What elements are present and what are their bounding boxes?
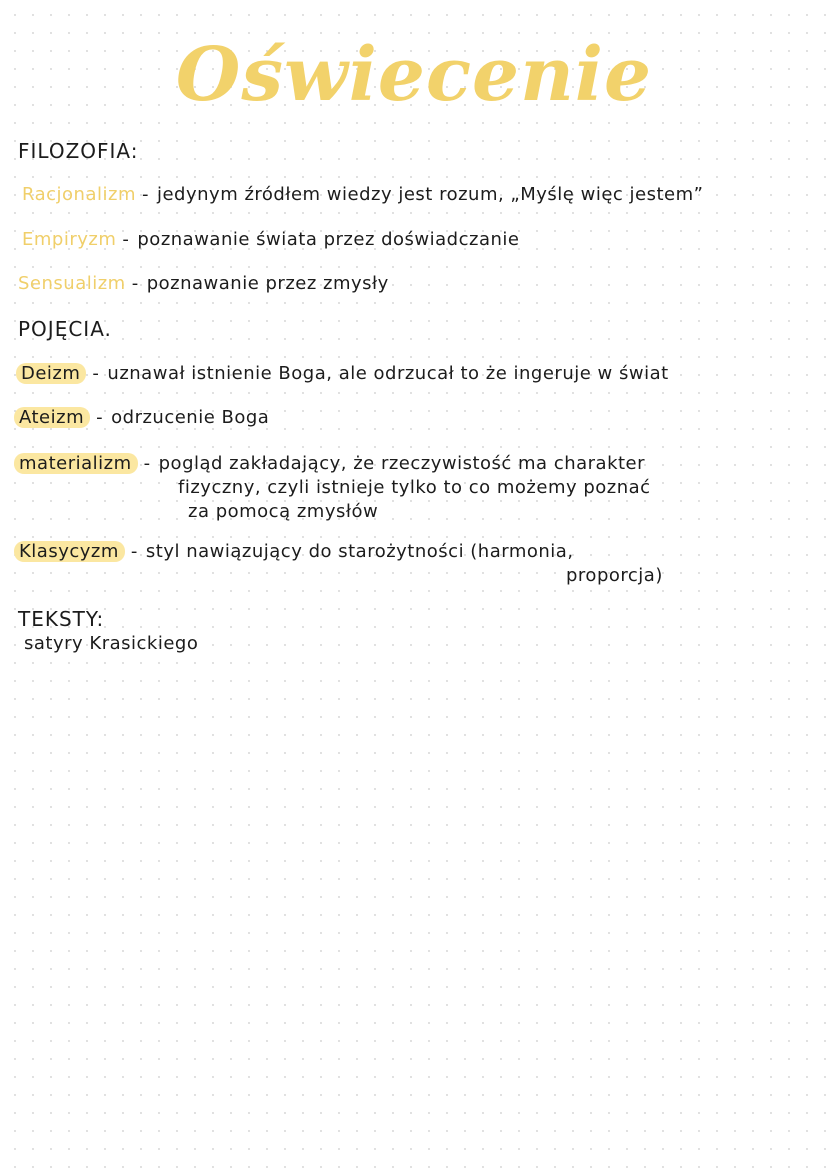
term-empiryzm: Empiryzm [22, 229, 117, 250]
definition-continuation: fizyczny, czyli istnieje tylko to co możemy poznać [178, 477, 651, 498]
separator: - [92, 363, 100, 384]
definition-continuation: proporcja) [566, 565, 663, 586]
list-item [16, 362, 669, 386]
term-materializm: materializm [14, 453, 138, 474]
term-sensualizm: Sensualizm [18, 273, 126, 294]
list-item [14, 452, 645, 476]
list-item: satyry Krasickiego [24, 633, 199, 654]
definition: jedynym źródłem wiedzy jest rozum, „Myślę więc jestem” [156, 184, 704, 205]
list-item [22, 228, 519, 252]
definition: poznawanie świata przez doświadczanie [137, 229, 520, 250]
separator: - [131, 273, 139, 294]
definition: styl nawiązujący do starożytności (harmonia, [145, 541, 574, 562]
list-item [14, 406, 269, 430]
section-heading-teksty: TEKSTY: [18, 607, 105, 631]
term-deizm: Deizm [16, 363, 86, 384]
list-item [22, 183, 703, 207]
list-item [18, 272, 389, 296]
separator: - [122, 229, 130, 250]
term-klasycyzm: Klasycyzm [14, 541, 125, 562]
definition: uznawał istnienie Boga, ale odrzucał to że ingeruje w świat [107, 363, 669, 384]
definition: pogląd zakładający, że rzeczywistość ma charakter [158, 453, 646, 474]
separator: - [141, 184, 149, 205]
section-heading-pojecia: POJĘCIA. [18, 317, 112, 341]
definition: odrzucenie Boga [111, 407, 270, 428]
term-racjonalizm: Racjonalizm [22, 184, 136, 205]
definition-continuation: za pomocą zmysłów [188, 501, 379, 522]
separator: - [96, 407, 104, 428]
section-heading-filozofia: FILOZOFIA: [18, 139, 139, 163]
list-item [14, 540, 574, 564]
separator: - [143, 453, 151, 474]
page-title: Oświecenie [175, 32, 653, 118]
term-ateizm: Ateizm [14, 407, 90, 428]
separator: - [130, 541, 138, 562]
definition: poznawanie przez zmysły [146, 273, 389, 294]
